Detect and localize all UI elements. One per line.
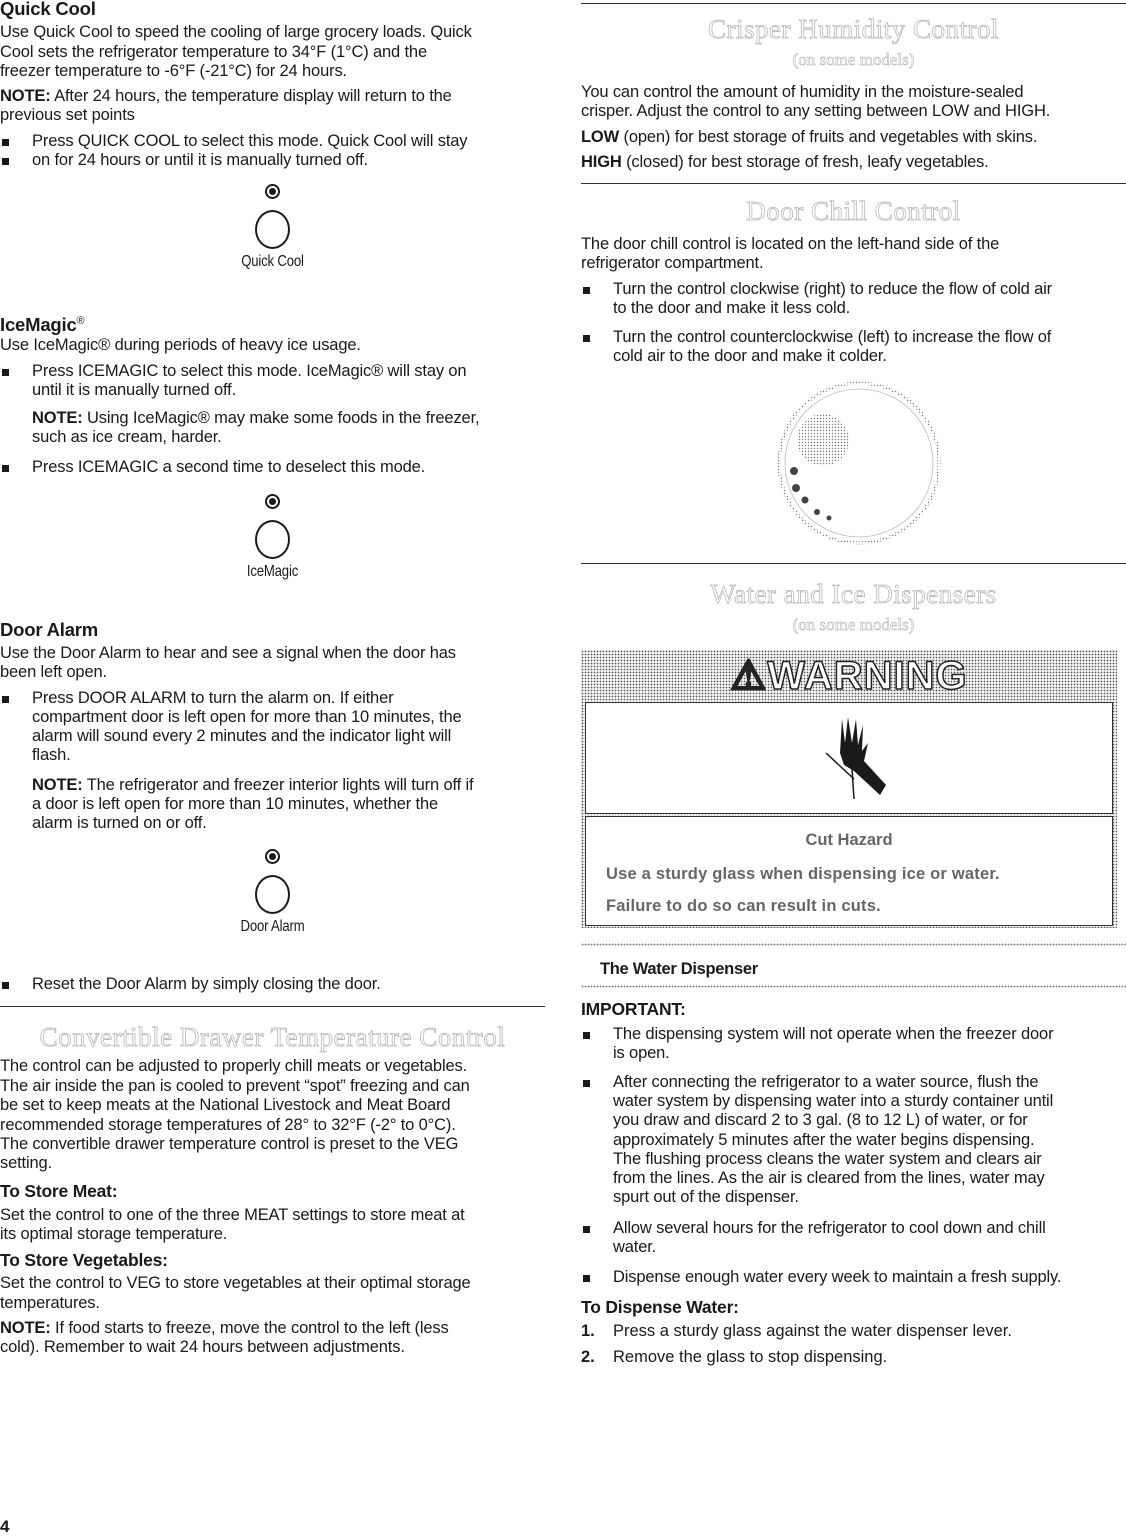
- quick-cool-section: [0, 0, 545, 19]
- dial-setting-dot-icon: [802, 497, 809, 504]
- quick-cool-para-line: Use Quick Cool to speed the cooling of large grocery loads. Quick: [0, 23, 472, 41]
- dispenser-bullet: [581, 1073, 1126, 1092]
- section-divider: [581, 563, 1126, 564]
- convertible-para-line: recommended storage temperatures of 28° to 32°F (-2° to 0°C).: [0, 1116, 456, 1134]
- bullet-text: Turn the control clockwise (right) to reduce the flow of cold air: [613, 280, 1052, 298]
- button-ring-icon: [255, 520, 290, 559]
- bullet-text: Allow several hours for the refrigerator to cool down and chill: [613, 1219, 1046, 1237]
- convertible-para-line: The convertible drawer temperature control is preset to the VEG: [0, 1135, 459, 1153]
- icemagic-heading: [0, 311, 545, 335]
- dispenser-bullet-cont: approximately 5 minutes after the water begins dispensing.: [613, 1131, 1035, 1149]
- dispense-step: [581, 1348, 1126, 1367]
- quick-cool-para-line: freezer temperature to -6°F (-21°C) for 24 hours.: [0, 62, 347, 80]
- bullet-text: Press QUICK COOL to select this mode. Quick Cool will stay: [32, 132, 468, 150]
- button-ring-icon: [255, 875, 290, 914]
- warning-line: Use a sturdy glass when dispensing ice or water.: [606, 865, 1000, 883]
- dotted-divider: [581, 985, 1126, 988]
- door-alarm-button-label: Door Alarm: [240, 918, 305, 935]
- section-divider: [581, 183, 1126, 184]
- note-lead: NOTE:: [0, 1319, 51, 1337]
- note-text: After 24 hours, the temperature display will return to the: [50, 87, 452, 105]
- quick-cool-button[interactable]: [0, 184, 545, 271]
- bullet-text: Press DOOR ALARM to turn the alarm on. If either: [32, 689, 394, 707]
- warning-panel: [581, 650, 1117, 928]
- dial-setting-dot-icon: [792, 484, 800, 492]
- door-alarm-bullet-cont: alarm will sound every 2 minutes and the indicator light will: [32, 727, 452, 745]
- page-number: 4: [0, 1517, 10, 1536]
- quick-cool-note-line: previous set points: [0, 106, 135, 124]
- quick-cool-bullet: [0, 132, 545, 151]
- icemagic-bullet-cont: until it is manually turned off.: [32, 381, 237, 399]
- note-text: The refrigerator and freezer interior lights will turn off if: [82, 776, 474, 794]
- door-alarm-button[interactable]: [0, 849, 545, 936]
- warning-word: WARNING: [767, 654, 968, 698]
- dispense-water-heading: To Dispense Water:: [581, 1297, 739, 1317]
- cut-hand-icon: [814, 709, 894, 804]
- section-divider: [0, 1006, 545, 1007]
- icemagic-bullet: [0, 458, 545, 477]
- note-text: Using IceMagic® may make some foods in the freezer,: [82, 409, 480, 427]
- store-meat-line: its optimal storage temperature.: [0, 1225, 228, 1243]
- quick-cool-para-line: Cool sets the refrigerator temperature to 34°F (1°C) and the: [0, 43, 427, 61]
- door-chill-bullet: [581, 280, 1126, 299]
- crisper-para-line: crisper. Adjust the control to any setting between LOW and HIGH.: [581, 102, 1051, 120]
- door-alarm-heading: Door Alarm: [0, 619, 99, 640]
- warning-line: Failure to do so can result in cuts.: [606, 897, 881, 915]
- store-vegetables-heading: To Store Vegetables:: [0, 1250, 168, 1270]
- crisper-high: [581, 153, 1126, 172]
- crisper-para-line: You can control the amount of humidity in the moisture-sealed: [581, 83, 1024, 101]
- dispenser-bullet-cont: The flushing process cleans the water system and clears air: [613, 1150, 1042, 1168]
- door-chill-bullet: [581, 328, 1126, 347]
- door-chill-para-line: The door chill control is located on the left-hand side of the: [581, 235, 1000, 253]
- dispenser-bullet: [581, 1025, 1126, 1044]
- icemagic-note: [32, 409, 545, 428]
- convertible-para-line: The control can be adjusted to properly chill meats or vegetables.: [0, 1057, 468, 1075]
- bullet-text: Turn the control counterclockwise (left) to increase the flow of: [613, 328, 1052, 346]
- note-text: If food starts to freeze, move the control to the left (less: [50, 1319, 449, 1337]
- dispenser-bullet-cont: water system by dispensing water into a sturdy container until: [613, 1092, 1054, 1110]
- water-dispenser-heading: The Water Dispenser: [600, 960, 758, 978]
- section-divider: [581, 3, 1126, 4]
- icemagic-button[interactable]: [0, 494, 545, 581]
- bullet-text: Dispense enough water every week to maintain a fresh supply.: [613, 1268, 1062, 1286]
- store-meat-heading: To Store Meat:: [0, 1181, 118, 1201]
- dial-knob-icon: [797, 414, 849, 466]
- dotted-divider: [581, 943, 1126, 946]
- door-alarm-para-line: been left open.: [0, 663, 107, 681]
- door-chill-dial-icon[interactable]: [771, 378, 946, 548]
- bullet-text: on for 24 hours or until it is manually turned off.: [32, 151, 368, 169]
- step-text: Press a sturdy glass against the water dispenser lever.: [613, 1322, 1012, 1340]
- store-meat-line: Set the control to one of the three MEAT settings to store meat at: [0, 1206, 465, 1224]
- crisper-subtitle: (on some models): [792, 50, 915, 69]
- dispensers-subtitle: (on some models): [792, 615, 915, 634]
- dispenser-bullet-cont: spurt out of the dispenser.: [613, 1188, 799, 1206]
- low-lead: LOW: [581, 128, 620, 146]
- dispenser-bullet: [581, 1219, 1126, 1238]
- icemagic-note-line: such as ice cream, harder.: [32, 428, 222, 446]
- warning-triangle-icon: ⚠: [730, 654, 768, 698]
- note-lead: NOTE:: [0, 87, 51, 105]
- door-alarm-para-line: Use the Door Alarm to hear and see a signal when the door has: [0, 644, 456, 662]
- quick-cool-bullet-cont: [0, 151, 545, 170]
- dispense-step: [581, 1322, 1126, 1341]
- convertible-drawer-title: Convertible Drawer Temperature Control: [39, 1022, 506, 1052]
- store-veg-line: temperatures.: [0, 1294, 100, 1312]
- crisper-low: [581, 128, 1126, 147]
- dial-setting-dot-icon: [814, 509, 820, 515]
- button-ring-icon: [255, 210, 290, 249]
- dial-setting-dot-icon: [790, 467, 798, 475]
- door-chill-bullet-cont: to the door and make it less cold.: [613, 299, 851, 317]
- convertible-note: [0, 1319, 545, 1338]
- quick-cool-heading: Quick Cool: [0, 0, 96, 19]
- high-lead: HIGH: [581, 153, 622, 171]
- door-alarm-bullet: [0, 975, 545, 994]
- door-chill-para-line: refrigerator compartment.: [581, 254, 764, 272]
- dial-setting-dot-icon: [827, 516, 832, 521]
- door-alarm-bullet: [0, 689, 545, 708]
- dispensers-title: Water and Ice Dispensers: [710, 579, 997, 609]
- warning-header: [581, 650, 1117, 702]
- step-text: Remove the glass to stop dispensing.: [613, 1348, 888, 1366]
- low-text: (open) for best storage of fruits and vegetables with skins.: [619, 128, 1038, 146]
- convertible-para-line: be set to keep meats at the National Livestock and Meat Board: [0, 1096, 451, 1114]
- bullet-text: Press ICEMAGIC to select this mode. IceMagic® will stay on: [32, 362, 467, 380]
- bullet-text: Reset the Door Alarm by simply closing the door.: [32, 975, 381, 993]
- indicator-light-icon: [265, 494, 280, 509]
- note-lead: NOTE:: [32, 409, 83, 427]
- high-text: (closed) for best storage of fresh, leafy vegetables.: [621, 153, 989, 171]
- store-veg-line: Set the control to VEG to store vegetables at their optimal storage: [0, 1274, 471, 1292]
- cut-hazard-pictogram-box: [585, 702, 1113, 814]
- door-alarm-bullet-cont: flash.: [32, 746, 71, 764]
- dispenser-bullet-cont: water.: [613, 1238, 657, 1256]
- quick-cool-button-label: Quick Cool: [241, 253, 304, 270]
- icemagic-button-label: IceMagic: [246, 563, 299, 580]
- door-chill-title: Door Chill Control: [746, 196, 961, 226]
- convertible-para-line: setting.: [0, 1154, 52, 1172]
- indicator-light-icon: [265, 184, 280, 199]
- step-number: 2.: [581, 1348, 595, 1366]
- door-alarm-note: [32, 776, 545, 795]
- bullet-text: The dispensing system will not operate when the freezer door: [613, 1025, 1054, 1043]
- door-alarm-note-line: alarm is turned on or off.: [32, 814, 207, 832]
- dispenser-bullet-cont: from the lines. As the air is cleared from the lines, water may: [613, 1169, 1045, 1187]
- cut-hazard-message-box: [585, 816, 1113, 926]
- bullet-text: Press ICEMAGIC a second time to deselect this mode.: [32, 458, 426, 476]
- bullet-text: After connecting the refrigerator to a water source, flush the: [613, 1073, 1039, 1091]
- warning-title: Cut Hazard: [805, 831, 893, 849]
- quick-cool-note: [0, 87, 545, 106]
- registered-mark: ®: [76, 315, 85, 327]
- note-lead: NOTE:: [32, 776, 83, 794]
- convertible-note-line: cold). Remember to wait 24 hours between adjustments.: [0, 1338, 405, 1356]
- indicator-light-icon: [265, 849, 280, 864]
- crisper-title: Crisper Humidity Control: [708, 14, 999, 44]
- step-number: 1.: [581, 1322, 595, 1340]
- dispenser-bullet: [581, 1268, 1126, 1287]
- door-alarm-note-line: a door is left open for more than 10 minutes, whether the: [32, 795, 439, 813]
- convertible-para-line: The air inside the pan is cooled to prevent “spot” freezing and can: [0, 1077, 470, 1095]
- dispenser-bullet-cont: is open.: [613, 1044, 670, 1062]
- icemagic-bullet: [0, 362, 545, 381]
- door-alarm-bullet-cont: compartment door is left open for more than 10 minutes, the: [32, 708, 462, 726]
- important-heading: IMPORTANT:: [581, 999, 686, 1019]
- door-chill-bullet-cont: cold air to the door and make it colder.: [613, 347, 887, 365]
- icemagic-para: Use IceMagic® during periods of heavy ice usage.: [0, 336, 361, 354]
- icemagic-heading-text: IceMagic: [0, 314, 77, 336]
- dispenser-bullet-cont: you draw and discard 2 to 3 gal. (8 to 12 L) of water, or for: [613, 1111, 1028, 1129]
